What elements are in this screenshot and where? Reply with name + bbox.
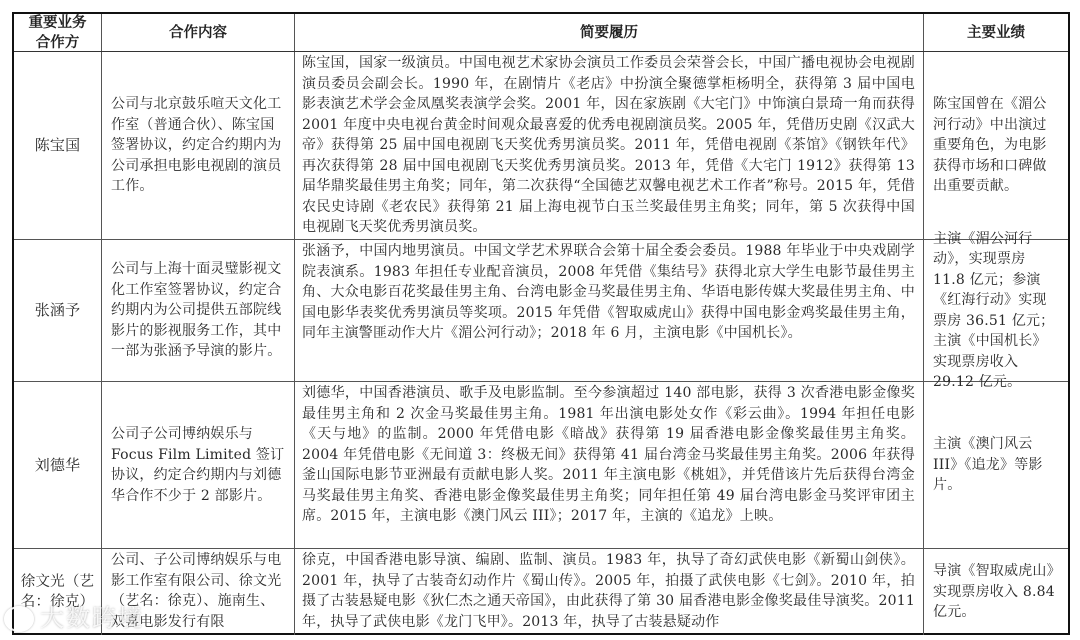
partner-name: 徐文光（艺名：徐克）: [20, 573, 95, 610]
header-cooperation: 合作内容: [102, 14, 295, 51]
achievements-cell: [924, 382, 1068, 548]
partner-cell: [14, 240, 102, 381]
watermark-logo-icon: [4, 606, 34, 632]
resume-cell: [295, 240, 924, 381]
header-achievements: 主要业绩: [967, 24, 1025, 41]
watermark-text: 大数跨境: [40, 604, 144, 632]
partner-name: 刘德华: [34, 455, 81, 474]
cooperation-cell: [102, 52, 295, 239]
achievements-text: 导演《智取威虎山》实现票房收入 8.84 亿元。: [933, 563, 1055, 621]
cooperation-cell: [102, 240, 295, 381]
resume-text: 张涵予，中国内地男演员。中国文学艺术界联合会第十届全委会委员。1988 年毕业于中央戏剧学院表演系。1983 年担任专业配音演员，2008 年凭借《集结号》获得北京大学生电影节最佳男主角、大众电影百花奖最佳男主角、台湾电影金马奖最佳男主角、华语电影传媒大奖最佳男主角、中国电影华表奖优秀男演员等奖项。2015 年凭借《智取威虎山》获得中国电影金鸡奖最佳男主角，同年主演警匪动作大片《湄公河行动》；2018 年 6 月，主演电影《中国机长》。: [302, 243, 915, 341]
resume-text: 陈宝国，国家一级演员。中国电视艺术家协会演员工作委员会荣誉会长，中国广播电视协会电视剧演员委员会副会长。1990 年，在剧情片《老店》中扮演全聚德掌柜杨明全，获得第 3 届中国电影表演艺术学会金凤凰奖表演学会奖。2001 年，因在家族剧《大宅门》中饰演白景琦一角而获得 2001 年度中央电视台黄金时间观众最喜爱的优秀电视剧演员奖。2005 年，凭借历史剧《汉武大帝》获得第 25 届中国电视剧飞天奖优秀男演员奖。2011 年，凭借电视剧《茶馆》《钢铁年代》再次获得第 28 届中国电视剧飞天奖优秀男演员奖。2013 年，凭借《大宅门 1912》获得第 13 届华鼎奖最佳男主角奖；同年，第二次获得“全国德艺双馨电视艺术工作者”称号。2015 年，凭借农民史诗剧《老农民》获得第 21 届上海电视节白玉兰奖最佳男主角奖；同年，第 5 次获得中国电视剧飞天奖优秀男演员奖。: [302, 55, 915, 235]
table-header-row: [14, 14, 1068, 52]
resume-cell: [295, 549, 924, 635]
resume-cell: [295, 382, 924, 548]
achievements-cell: [924, 230, 1068, 390]
header-resume: 简要履历: [295, 14, 924, 51]
header-partner-line2: 合作方: [35, 34, 80, 51]
watermark: [4, 598, 144, 633]
resume-cell: [295, 52, 924, 239]
achievements-text: 主演《湄公河行动》，实现票房 11.8 亿元；参演《红海行动》实现票房 36.51 亿元；主演《中国机长》实现票房收入 29.12 亿元。: [933, 230, 1055, 390]
table-row: [14, 549, 1068, 635]
cooperation-text: 公司与上海十面灵璧影视文化工作室签署协议，约定合约期内为公司提供五部院线影片的影视服务工作，其中一部为张涵予导演的影片。: [111, 261, 282, 360]
header-partner: [14, 14, 102, 51]
resume-text: 徐克，中国香港电影导演、编剧、监制、演员。1983 年，执导了奇幻武侠电影《新蜀山剑侠》。2001 年，执导了古装奇幻动作片《蜀山传》。2005 年，拍摄了武侠电影《七剑》。2010 年，拍摄了古装悬疑电影《狄仁杰之通天帝国》，由此获得了第 30 届香港电影金像奖最佳导演奖。2011 年，执导了武侠电影《龙门飞甲》。2013 年，执导了古装悬疑动作: [302, 552, 915, 630]
table-row: [14, 382, 1068, 549]
achievements-cell: [924, 549, 1068, 635]
cooperation-text: 公司与北京鼓乐喧天文化工作室（普通合伙）、陈宝国签署协议，约定合约期内为公司承担电影电视剧的演员工作。: [111, 96, 282, 195]
resume-text: 刘德华，中国香港演员、歌手及电影监制。至今参演超过 140 部电影，获得 3 次香港电影金像奖最佳男主角和 2 次金马奖最佳男主角。1981 年出演电影处女作《彩云曲》。1994 年担任电影《天与地》的监制。2000 年凭借电影《暗战》获得第 19 届香港电影金像奖最佳男主角奖。2004 年凭借电影《无间道 3：终极无间》获得第 41 届台湾金马奖最佳男主角奖。2006 年获得釜山国际电影节亚洲最有贡献电影人奖。2011 年主演电影《桃姐》，并凭借该片先后获得台湾金马奖最佳男主角奖、香港电影金像奖最佳男主角奖；同年担任第 49 届台湾电影金马奖评审团主席。2015 年，主演电影《澳门风云 III》；2017 年，主演的《追龙》上映。: [302, 385, 915, 524]
header-partner-line1: 重要业务: [28, 14, 87, 31]
achievements-text: 主演《澳门风云 III》《追龙》等影片。: [933, 436, 1043, 494]
achievements-cell: [924, 52, 1068, 239]
partner-name: 陈宝国: [34, 136, 81, 155]
cooperation-text: 公司、子公司博纳娱乐与电影工作室有限公司、徐文光（艺名：徐克）、施南生、双喜电影发行有限: [111, 552, 282, 630]
table-row: [14, 52, 1068, 240]
cooperation-text: 公司子公司博纳娱乐与 Focus Film Limited 签订协议，约定合约期内与刘德华合作不少于 2 部影片。: [111, 426, 285, 504]
partner-cell: [14, 382, 102, 548]
partner-cell: [14, 52, 102, 239]
cooperation-cell: [102, 382, 295, 548]
partner-table: [12, 12, 1070, 635]
partner-name: 张涵予: [34, 301, 81, 320]
achievements-text: 陈宝国曾在《湄公河行动》中出演过重要角色，为电影获得市场和口碑做出重要贡献。: [933, 96, 1047, 195]
table-row: [14, 230, 1068, 390]
